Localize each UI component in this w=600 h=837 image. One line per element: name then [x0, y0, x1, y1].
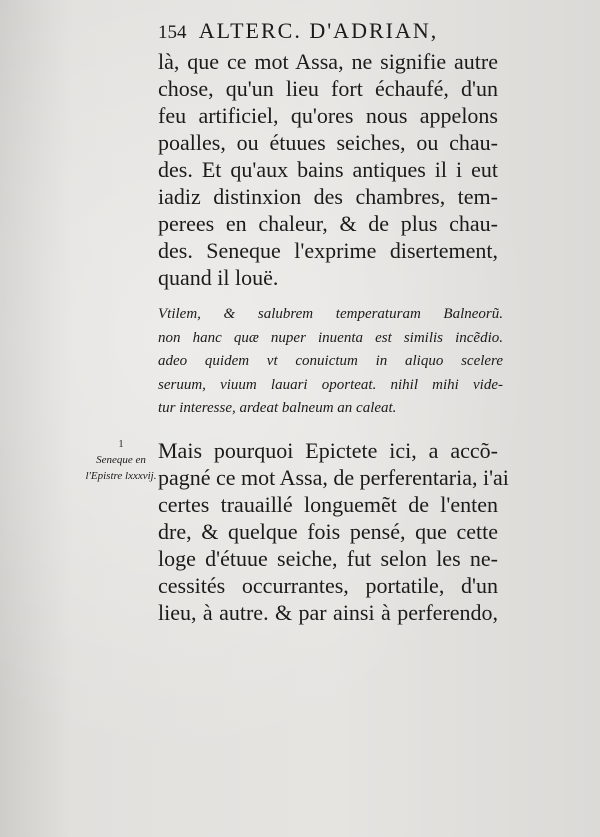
text-line: loge d'étuue seiche, fut selon les ne- — [158, 546, 498, 571]
text-line: des. Et qu'aux bains antiques il i eut — [158, 157, 498, 182]
paragraph-2 — [158, 437, 509, 626]
margin-note — [85, 440, 157, 484]
text-line: iadiz distinxion des chambres, tem- — [158, 184, 498, 209]
quote-line: non hanc quæ nuper inuenta est similis incẽdio. — [158, 329, 503, 346]
text-line: certes trauaillé longuemẽt de l'enten — [158, 492, 498, 517]
text-line: cessités occurrantes, portatile, d'un — [158, 573, 498, 598]
text-line: feu artificiel, qu'ores nous appelons — [158, 103, 498, 128]
running-title: ALTERC. D'ADRIAN, — [198, 18, 439, 43]
text-line: poalles, ou étuues seiches, ou chau- — [158, 130, 498, 155]
quote-line: tur interesse, ardeat balneum an caleat. — [158, 400, 397, 416]
margin-note-text: Seneque en l'Epistre lxxxvij. — [85, 454, 157, 482]
text-line: chose, qu'un lieu fort échaufé, d'un — [158, 76, 498, 101]
text-line: quand il louë. — [158, 265, 279, 290]
text-line: lieu, à autre. & par ainsi à perferendo, — [158, 600, 498, 625]
quote-line: Vtilem, & salubrem temperaturam Balneorũ. — [158, 306, 503, 322]
margin-note-number: 1 — [118, 439, 124, 450]
text-line: des. Seneque l'exprime disertement, — [158, 238, 498, 263]
quote-line: seruum, viuum lauari oporteat. nihil mihi vide- — [158, 376, 503, 393]
running-header — [158, 18, 468, 44]
paragraph-1 — [158, 48, 498, 291]
quote-line: adeo quidem vt conuictum in aliquo scelere — [158, 353, 503, 369]
latin-quotation — [158, 303, 503, 421]
text-line: dre, & quelque fois pensé, que cette — [158, 519, 498, 544]
text-line: pagné ce mot Assa, de perferentaria, i'ai — [158, 465, 509, 490]
page-number: 154 — [158, 22, 187, 43]
text-line: Mais pourquoi Epictete ici, a accõ- — [158, 438, 498, 463]
text-line: là, que ce mot Assa, ne signifie autre — [158, 49, 498, 74]
text-line: perees en chaleur, & de plus chau- — [158, 211, 498, 236]
